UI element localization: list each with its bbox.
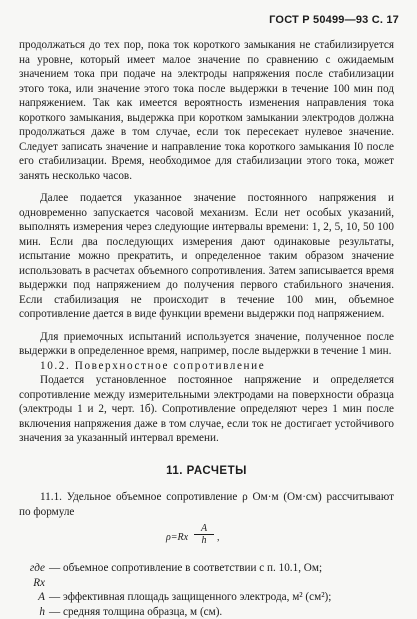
formula (19, 523, 394, 551)
formula-fraction (194, 523, 214, 546)
where-definition: — эффективная площадь защищенного электрода, м² (см²); (49, 590, 394, 605)
where-definition: — объемное сопротивление в соответствии с п. 10.1, Ом; (49, 561, 394, 590)
where-symbol: h (19, 605, 49, 619)
formula-denominator: h (194, 535, 214, 546)
where-symbol: A (19, 590, 49, 605)
where-symbol: где Rx (19, 561, 49, 590)
where-definition: — средняя толщина образца, м (см). (49, 605, 394, 619)
document-body (19, 38, 394, 619)
paragraph-continuation: продолжаться до тех пор, пока ток короткого замыкания не стабилизируется на уровне, который имеет малое значение по сравнению с ожидаемым значением тока при подаче на электроды напряжения после стабилизации этого тока, или значение этого тока после выдержки в течение 100 мин под напряжением. Так как имеется вероятность изменения направления тока короткого замыкания, выдержка при коротком замыкании электродов должна продолжаться даже в том случае, если ток пересекает нулевое значение. Следует записать значение и направление тока короткого замыкания I0 после его стабилизации. Время, необходимое для стабилизации этого тока, может занять несколько часов. (19, 38, 394, 183)
formula-end: , (217, 531, 220, 546)
paragraph-calculation: 11.1. Удельное объемное сопротивление ρ Ом·м (Ом·см) рассчитывают по формуле (19, 490, 394, 519)
formula-lhs: ρ=Rx (166, 531, 188, 546)
page-header: ГОСТ Р 50499—93 С. 17 (269, 14, 399, 26)
section-title: 11. РАСЧЕТЫ (19, 464, 394, 479)
paragraph-measurement-procedure: Далее подается указанное значение постоянного напряжения и одновременно запускается часовой механизм. Если нет особых указаний, выполнять измерения через следующие интервалы времени: 1, 2, 5, 10, 50 100 мин. Если два последующих измерения дают одинаковые результаты, испытание можно прекратить, и определенное таким образом значение использовать в расчетах объемного сопротивления. Затем записывается время выдержки под напряжением до получения первого стабильного значения. Если стабилизация не происходит в течение 100 мин, объемное сопротивление дается в виде функции времени выдержки под напряжением. (19, 191, 394, 322)
paragraph-acceptance-tests: Для приемочных испытаний используется значение, полученное после выдержки в определенное время, например, после выдержки в течение 1 мин. (19, 330, 394, 359)
where-list (19, 561, 394, 619)
subsection-heading: 10.2. Поверхностное сопротивление (19, 359, 394, 374)
formula-numerator: A (194, 523, 214, 535)
paragraph-surface-resistance: Подается установленное постоянное напряжение и определяется сопротивление между измерительными электродами на поверхности образца (электроды 1 и 2, черт. 1б). Сопротивление определяют через 1 мин после включения напряжения даже в том случае, если ток не достигает устойчивого значения за указанный интервал времени. (19, 373, 394, 446)
